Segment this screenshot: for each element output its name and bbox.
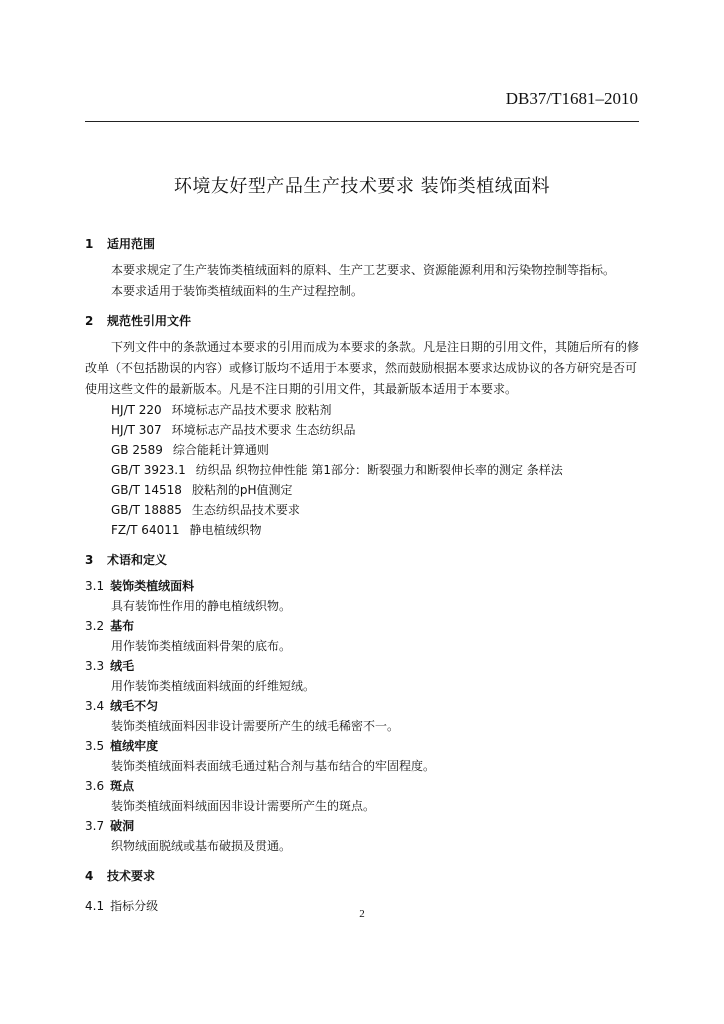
term-number: 3.5 — [85, 739, 105, 753]
term-heading — [85, 616, 643, 636]
term-number: 3.7 — [85, 819, 105, 833]
document-body — [85, 234, 643, 916]
term-definition: 用作装饰类植绒面料绒面的纤维短绒。 — [111, 679, 316, 693]
term-definition: 装饰类植绒面料表面绒毛通过粘合剂与基布结合的牢固程度。 — [111, 759, 436, 773]
term-heading — [85, 576, 643, 596]
term-name: 斑点 — [110, 779, 135, 793]
term-definition: 具有装饰性作用的静电植绒织物。 — [111, 599, 292, 613]
section-number: 1 — [85, 237, 94, 251]
term-name: 装饰类植绒面料 — [110, 579, 195, 593]
paragraph: 本要求规定了生产装饰类植绒面料的原料、生产工艺要求、资源能源利用和污染物控制等指标。 — [111, 263, 616, 277]
term-definition: 装饰类植绒面料绒面因非设计需要所产生的斑点。 — [111, 799, 376, 813]
reference-item — [85, 420, 643, 440]
reference-code: GB/T 14518 — [111, 483, 182, 497]
term-number: 3.6 — [85, 779, 105, 793]
section-heading-4 — [85, 866, 643, 886]
section-number: 3 — [85, 553, 94, 567]
reference-item — [85, 520, 643, 540]
reference-code: HJ/T 307 — [111, 423, 162, 437]
reference-item — [85, 500, 643, 520]
section-title: 适用范围 — [107, 237, 156, 251]
term-name: 绒毛 — [110, 659, 135, 673]
term-name: 植绒牢度 — [110, 739, 159, 753]
term-name: 破洞 — [110, 819, 135, 833]
paragraph: 本要求适用于装饰类植绒面料的生产过程控制。 — [111, 284, 364, 298]
reference-item — [85, 400, 643, 420]
term-number: 3.2 — [85, 619, 105, 633]
reference-name: 环境标志产品技术要求 胶粘剂 — [171, 403, 332, 417]
header-divider — [85, 121, 639, 122]
reference-item — [85, 480, 643, 500]
term-number: 3.3 — [85, 659, 105, 673]
reference-code: GB/T 18885 — [111, 503, 182, 517]
section-number: 2 — [85, 314, 94, 328]
term-number: 3.1 — [85, 579, 105, 593]
page-number: 2 — [359, 908, 365, 920]
reference-code: GB 2589 — [111, 443, 163, 457]
reference-name: 生态纺织品技术要求 — [191, 503, 300, 517]
reference-item — [85, 440, 643, 460]
section-number: 4 — [85, 869, 94, 883]
term-heading — [85, 816, 643, 836]
reference-code: FZ/T 64011 — [111, 523, 180, 537]
term-definition: 装饰类植绒面料因非设计需要所产生的绒毛稀密不一。 — [111, 719, 400, 733]
term-heading — [85, 736, 643, 756]
section-heading-3 — [85, 550, 643, 570]
term-heading — [85, 776, 643, 796]
subsection-number: 4.1 — [85, 899, 105, 913]
reference-name: 纺织品 织物拉伸性能 第1部分：断裂强力和断裂伸长率的测定 条样法 — [195, 463, 563, 477]
reference-name: 胶粘剂的pH值测定 — [191, 483, 293, 497]
term-name: 绒毛不匀 — [110, 699, 159, 713]
section-heading-1 — [85, 234, 643, 254]
reference-name: 静电植绒织物 — [189, 523, 262, 537]
reference-item — [85, 460, 643, 480]
reference-name: 环境标志产品技术要求 生态纺织品 — [171, 423, 356, 437]
reference-code: HJ/T 220 — [111, 403, 162, 417]
reference-name: 综合能耗计算通则 — [172, 443, 269, 457]
section-heading-2 — [85, 311, 643, 331]
term-definition: 用作装饰类植绒面料骨架的底布。 — [111, 639, 292, 653]
section-title: 技术要求 — [107, 869, 156, 883]
paragraph: 下列文件中的条款通过本要求的引用而成为本要求的条款。凡是注日期的引用文件，其随后所有的修改单（不包括勘误的内容）或修订版均不适用于本要求，然而鼓励根据本要求达成协议的各方研究是否可使用这些文件的最新版本。凡是不注日期的引用文件，其最新版本适用于本要求。 — [85, 340, 640, 396]
term-number: 3.4 — [85, 699, 105, 713]
term-definition: 织物绒面脱绒或基布破损及贯通。 — [111, 839, 292, 853]
term-name: 基布 — [110, 619, 135, 633]
section-title: 术语和定义 — [107, 553, 168, 567]
document-title: 环境友好型产品生产技术要求 装饰类植绒面料 — [173, 176, 551, 197]
subsection-title: 指标分级 — [110, 899, 159, 913]
term-heading — [85, 696, 643, 716]
reference-code: GB/T 3923.1 — [111, 463, 186, 477]
standard-code: DB37/T1681–2010 — [505, 89, 638, 108]
term-heading — [85, 656, 643, 676]
section-title: 规范性引用文件 — [107, 314, 192, 328]
